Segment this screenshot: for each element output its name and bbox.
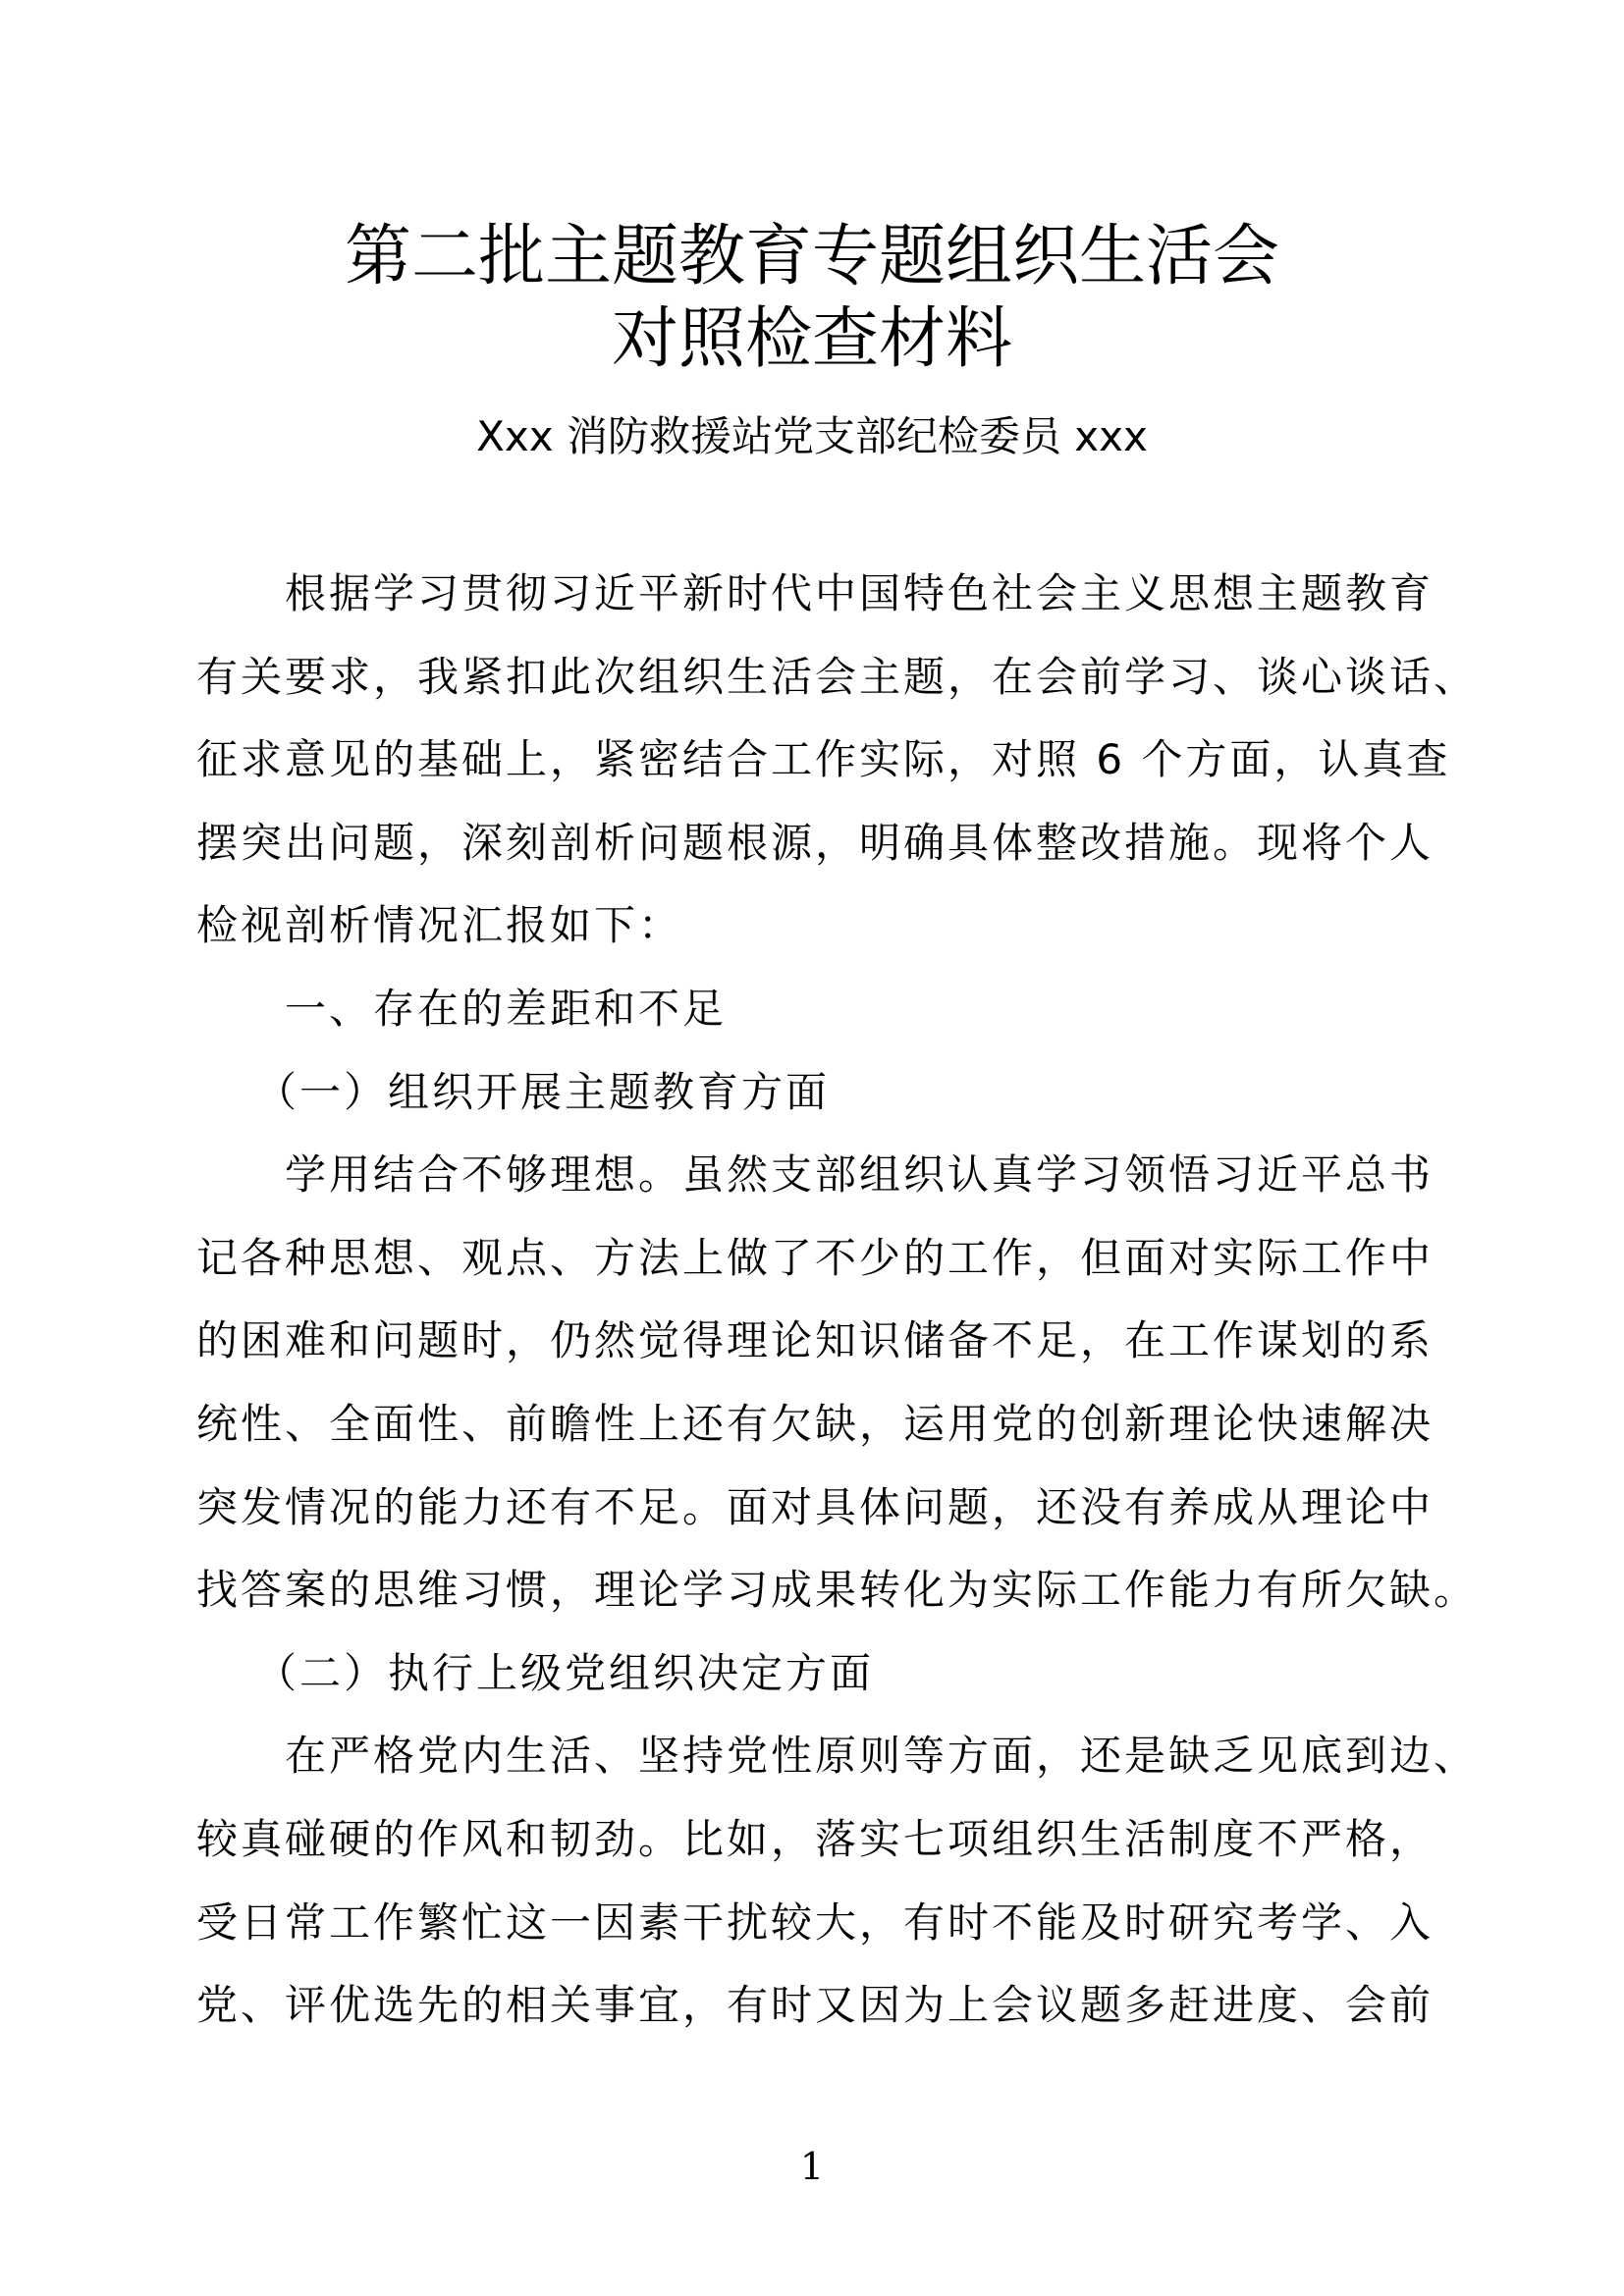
page-number: 1 (799, 2145, 825, 2188)
subsection-heading (196, 1632, 1463, 1716)
text-line: （二）执行上级党组织决定方面 (255, 1648, 875, 1697)
document-title-line-1: 第二批主题教育专题组织生活会 (344, 218, 1279, 295)
paragraph (196, 553, 1479, 968)
text-line: 找答案的思维习惯，理论学习成果转化为实际工作能力有所欠缺。 (196, 1566, 1479, 1615)
text-line: 检视剖析情况汇报如下： (196, 901, 683, 950)
text-line: 统性、全面性、前瞻性上还有欠缺，运用党的创新理论快速解决 (196, 1399, 1435, 1448)
text-line: 受日常工作繁忙这一因素干扰较大，有时不能及时研究考学、入 (196, 1897, 1435, 1947)
paragraph (196, 1715, 1479, 2047)
text-line: 记各种思想、观点、方法上做了不少的工作，但面对实际工作中 (196, 1233, 1435, 1282)
text-line: 摆突出问题，深刻剖析问题根源，明确具体整改措施。现将个人 (196, 818, 1435, 867)
text-line: 党、评优选先的相关事宜，有时又因为上会议题多赶进度、会前 (196, 1981, 1435, 2030)
text-line: 根据学习贯彻习近平新时代中国特色社会主义思想主题教育 (285, 569, 1435, 617)
text-line: 的困难和问题时，仍然觉得理论知识储备不足，在工作谋划的系 (196, 1316, 1435, 1365)
text-line: 有关要求，我紧扣此次组织生活会主题，在会前学习、谈心谈话、 (196, 652, 1479, 701)
text-line: （一）组织开展主题教育方面 (255, 1067, 831, 1116)
text-line: 征求意见的基础上，紧密结合工作实际，对照 6 个方面，认真查 (196, 735, 1451, 784)
text-line: 在严格党内生活、坚持党性原则等方面，还是缺乏见底到边、 (285, 1732, 1479, 1781)
text-line: 较真碰硬的作风和韧劲。比如，落实七项组织生活制度不严格， (196, 1814, 1435, 1863)
document-body (196, 553, 1479, 2048)
section-heading (196, 968, 1463, 1051)
text-line: 突发情况的能力还有不足。面对具体问题，还没有养成从理论中 (196, 1482, 1435, 1531)
text-line: 一、存在的差距和不足 (285, 984, 728, 1033)
subsection-heading (196, 1051, 1463, 1135)
document-title-line-2: 对照检查材料 (611, 300, 1012, 378)
paragraph (196, 1134, 1479, 1632)
document-author: Xxx 消防救援站党支部纪检委员 xxx (476, 412, 1148, 460)
text-line: 学用结合不够理想。虽然支部组织认真学习领悟习近平总书 (285, 1150, 1435, 1200)
